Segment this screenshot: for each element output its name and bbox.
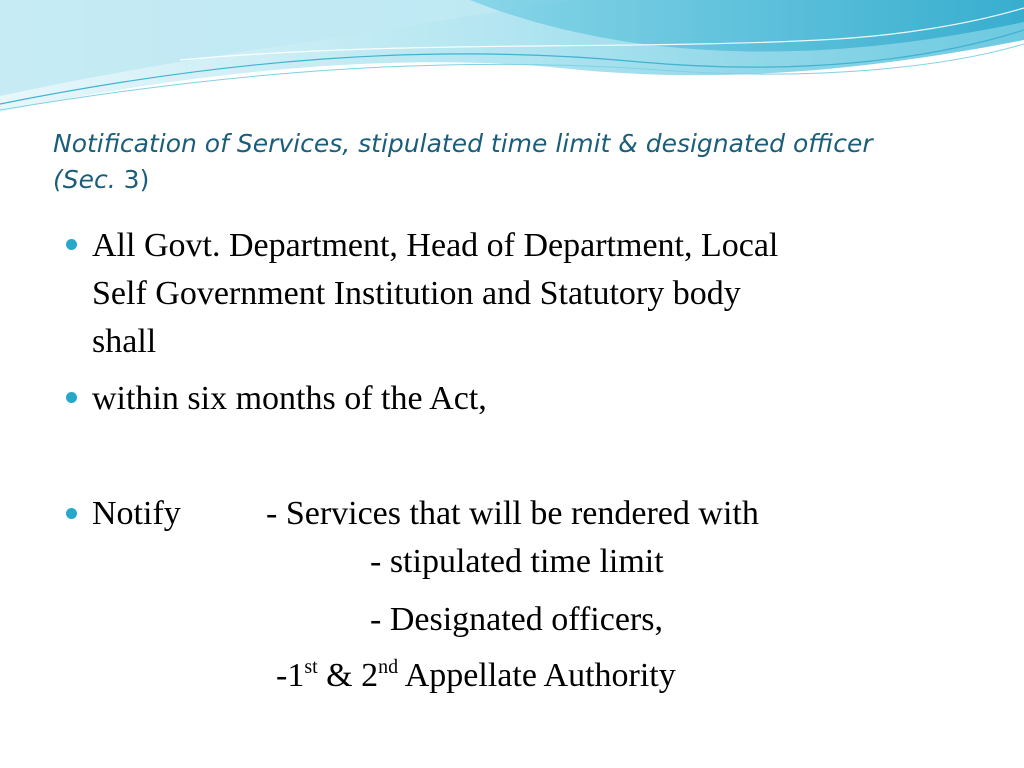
bullet-1-line-2: Self Government Institution and Statutory body (92, 275, 741, 312)
notify-item-designated-officers: - Designated officers, (370, 601, 663, 638)
bullet-2-line-1: within six months of the Act, (92, 380, 487, 417)
bullet-icon (66, 239, 77, 250)
appellate-prefix: -1 (276, 657, 305, 694)
title-sec-number: 3 (123, 165, 140, 194)
title-sec-prefix: (Sec. (53, 165, 124, 194)
bullet-icon (66, 508, 77, 519)
appellate-amp: & 2 (317, 657, 379, 694)
title-sec-suffix: ) (139, 165, 150, 194)
bullet-1-line-1: All Govt. Department, Head of Department, Local (92, 227, 779, 264)
notify-label: Notify (92, 495, 181, 532)
notify-item-appellate-authority (276, 656, 676, 696)
appellate-rest: Appellate Authority (398, 657, 676, 694)
appellate-second-sup: nd (378, 656, 399, 678)
bullet-icon (66, 392, 77, 403)
notify-item-time-limit: - stipulated time limit (370, 543, 664, 580)
bullet-1-line-3: shall (92, 323, 157, 360)
title-main: Notification of Services, stipulated time limit & designated officer (53, 129, 873, 158)
appellate-first-sup: st (304, 656, 318, 678)
notify-item-services: - Services that will be rendered with (266, 495, 759, 532)
